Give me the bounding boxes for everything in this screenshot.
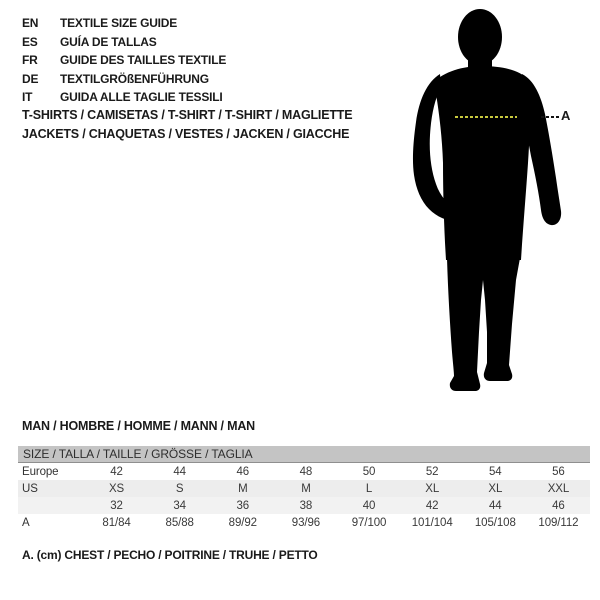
language-code: IT [22,90,33,104]
cell: 32 [110,499,123,512]
cell: M [238,482,248,495]
cell: 50 [362,465,376,478]
cell: 89/92 [228,516,257,529]
cell: 42 [110,465,123,478]
cell: XXL [547,482,570,495]
cell: 52 [425,465,439,478]
cell: 81/84 [102,516,131,529]
chest-measure-dash-off-body [541,116,560,118]
cell: 97/100 [351,516,387,529]
language-code: ES [22,34,38,49]
cell: L [365,482,373,495]
measurement-footnote: A. (cm) CHEST / PECHO / POITRINE / TRUHE / PETTO [22,548,318,562]
garment-categories [22,106,352,144]
category-jackets: JACKETS / CHAQUETAS / VESTES / JACKEN / GIACCHE [22,127,350,141]
language-row-fr [22,51,226,70]
table-row-chest-cm [18,514,590,531]
cell: 46 [236,465,250,478]
language-title: GUIDA ALLE TAGLIE TESSILI [60,90,223,104]
language-title: GUIDE DES TAILLES TEXTILE [60,53,227,67]
row-label-us: US [22,482,38,495]
cell: 48 [299,465,313,478]
row-label-empty [18,497,85,514]
language-title: GUÍA DE TALLAS [60,34,157,49]
row-label-a: A [22,516,30,529]
cell: 44 [489,499,502,512]
cell: S [175,482,184,495]
cell: 42 [425,499,439,512]
cell: XL [425,482,440,495]
cell: 85/88 [165,516,194,529]
silhouette-legs [447,258,520,391]
man-silhouette [410,8,570,392]
chest-measure-dash-on-body [455,116,517,118]
row-label-europe: Europe [22,465,59,478]
measure-label-a: A [561,108,571,123]
language-row-es [22,33,226,52]
size-table [18,446,590,531]
cell: 36 [236,499,250,512]
language-code: DE [22,71,39,86]
language-row-de [22,70,226,89]
cell: 105/108 [474,516,516,529]
cell: 46 [552,499,565,512]
cell: 109/112 [538,516,579,529]
cell: M [301,482,311,495]
cell: XS [108,482,125,495]
size-table-header: SIZE / TALLA / TAILLE / GRÖSSE / TAGLIA [18,446,590,463]
table-row-us [18,480,590,497]
size-table-header-row [18,446,590,463]
category-tshirts: T-SHIRTS / CAMISETAS / T-SHIRT / T-SHIRT / MAGLIETTE [22,108,353,122]
language-title: TEXTILGRÖßENFÜHRUNG [60,71,209,86]
language-list [22,14,226,107]
cell: 101/104 [411,516,453,529]
language-code: FR [22,53,38,67]
cell: 56 [552,465,565,478]
language-row-en [22,14,226,33]
table-row-europe [18,463,590,481]
cell: 38 [299,499,313,512]
cell: 40 [362,499,376,512]
language-code: EN [22,16,39,30]
cell: 34 [173,499,186,512]
section-title-man: MAN / HOMBRE / HOMME / MANN / MAN [22,419,255,433]
table-row-numeric [18,497,590,514]
language-row-it [22,88,226,107]
man-silhouette-figure [410,8,570,392]
cell: XL [488,482,503,495]
cell: 44 [173,465,186,478]
cell: 54 [489,465,502,478]
language-title: TEXTILE SIZE GUIDE [60,16,178,30]
cell: 93/96 [291,516,321,529]
silhouette-torso [434,66,530,260]
